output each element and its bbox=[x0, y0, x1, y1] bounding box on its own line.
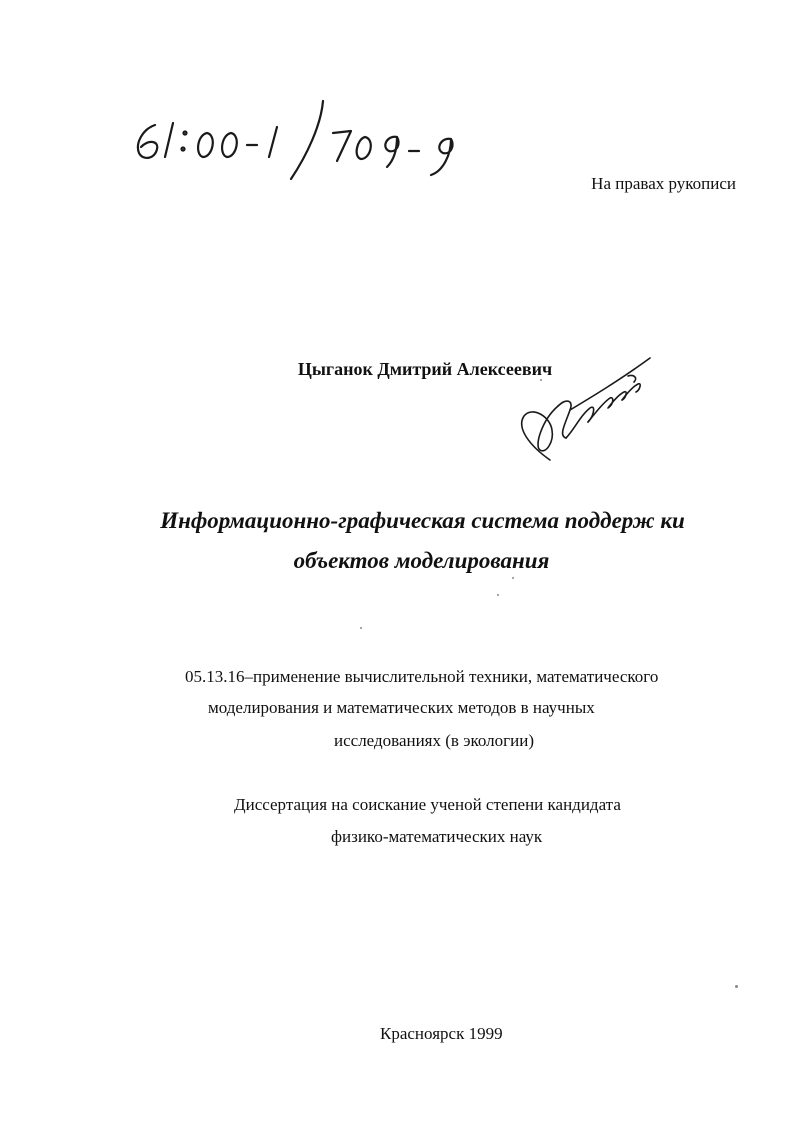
signature bbox=[510, 350, 660, 470]
dissertation-line-2: физико-математических наук bbox=[331, 827, 543, 846]
specialty-line-1: 05.13.16–применение вычислительной техники, математического bbox=[185, 667, 659, 686]
specialty-line-3: исследованиях (в экологии) bbox=[334, 731, 534, 750]
title-line-1: Информационно-графическая система поддерж ки bbox=[160, 508, 685, 533]
manuscript-note: На правах рукописи bbox=[591, 174, 736, 193]
scan-speck bbox=[735, 985, 738, 988]
title-line-2: объектов моделирования bbox=[293, 548, 550, 573]
scan-speck bbox=[360, 627, 362, 629]
scan-speck bbox=[540, 379, 542, 381]
specialty-line-2: моделирования и математических методов в научных bbox=[208, 698, 595, 717]
author-name: Цыганок Дмитрий Алексеевич bbox=[297, 359, 553, 379]
dissertation-line-1: Диссертация на соискание ученой степени кандидата bbox=[234, 795, 621, 814]
scan-speck bbox=[497, 594, 499, 596]
handwritten-archive-number bbox=[125, 95, 475, 185]
scan-speck bbox=[512, 577, 514, 579]
place-and-year: Красноярск 1999 bbox=[380, 1024, 503, 1043]
